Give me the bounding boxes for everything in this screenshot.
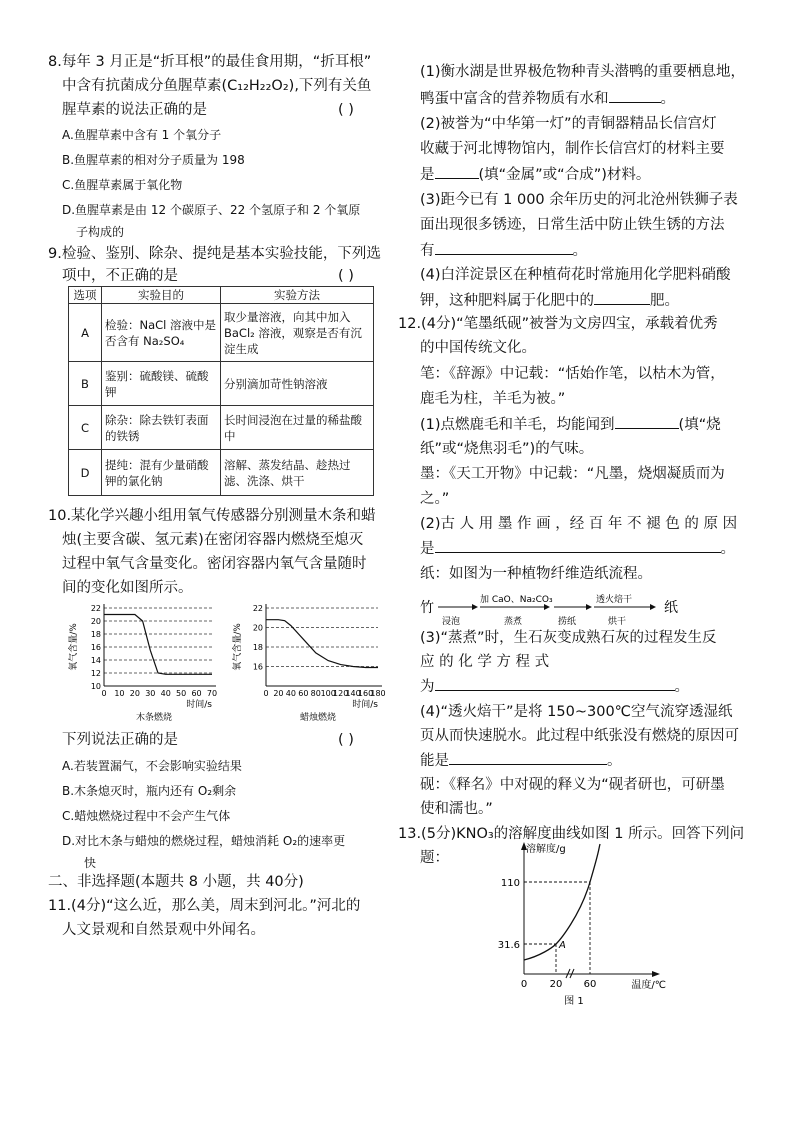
wood-burning-chart xyxy=(66,598,226,726)
y-tick-label: 14 xyxy=(90,656,101,665)
flow-step-scoop: 捞纸 xyxy=(558,617,577,627)
q13-line1: 13.(5分)KNO₃的溶解度曲线如图 1 所示。回答下列问 xyxy=(398,826,745,842)
y-tick-label: 16 xyxy=(90,643,101,652)
q8-option-d-line2: 子构成的 xyxy=(76,225,125,239)
data-line xyxy=(266,620,378,668)
y-tick-label: 10 xyxy=(90,682,101,691)
q12-part3-line3: 为 。 xyxy=(420,676,689,697)
q12-brush-line2: 鹿毛为柱，羊毛为被。” xyxy=(420,391,566,407)
section-2-heading: 二、非选择题(本题共 8 小题，共 40分) xyxy=(48,874,304,890)
table-header-row xyxy=(69,287,374,304)
table-cell: 鉴别：硫酸镁、硫酸钾 xyxy=(102,362,221,406)
flow-step-additive: 加 CaO、Na₂CO₃ xyxy=(480,595,553,605)
y-tick-label: 18 xyxy=(90,630,101,639)
x-axis-label: 时间/s xyxy=(352,700,378,710)
table-cell: 取少量溶液，向其中加入 BaCl₂ 溶液，观察是否有沉淀生成 xyxy=(221,304,374,362)
x-tick-label: 60 xyxy=(583,979,597,990)
q11-part2-line2: 收藏于河北博物馆内，制作长信宫灯的材料主要 xyxy=(420,141,725,157)
q11-part2-line3: 是 (填“金属”或“合成”)材料。 xyxy=(420,164,650,185)
chart-caption: 木条燃烧 xyxy=(135,713,173,723)
q11-part1-line1: (1)衡水湖是世界极危物种青头潜鸭的重要栖息地， xyxy=(420,64,746,80)
x-tick-label: 100 xyxy=(320,689,336,698)
y-tick-label: 20 xyxy=(90,617,101,626)
q12-line2: 的中国传统文化。 xyxy=(420,340,536,356)
chart-caption: 蜡烛燃烧 xyxy=(299,713,337,723)
x-tick-label: 160 xyxy=(357,689,374,698)
x-tick-label: 70 xyxy=(206,689,218,698)
x-tick-label: 20 xyxy=(129,689,140,698)
q12-brush-line1: 笔：《辞源》中记载：“恬始作笔，以枯木为管， xyxy=(420,366,725,382)
answer-blank[interactable] xyxy=(435,240,573,255)
arrow-head-icon xyxy=(586,604,592,610)
x-tick-label: 180 xyxy=(370,689,386,698)
table-cell: 溶解、蒸发结晶、趁热过滤、洗涤、烘干 xyxy=(221,450,374,496)
q11-part3-line3: 有 。 xyxy=(420,240,587,261)
table-cell: 检验：NaCl 溶液中是否含有 Na₂SO₄ xyxy=(102,304,221,362)
x-axis-label: 温度/℃ xyxy=(631,980,666,991)
flow-end: 纸 xyxy=(664,600,678,616)
q10-line1: 10.某化学兴趣小组用氧气传感器分别测量木条和蜡 xyxy=(48,508,376,524)
candle-burning-chart xyxy=(230,598,390,726)
arrow-head-icon xyxy=(472,604,478,610)
q12-part4-line3: 能是 。 xyxy=(420,750,622,771)
q9-line2: 项中，不正确的是 xyxy=(62,268,178,284)
flow-step-steam: 蒸煮 xyxy=(504,617,523,627)
y-tick-label: 18 xyxy=(252,643,263,652)
q12-part2-line2: 是 。 xyxy=(420,538,735,559)
table-row xyxy=(69,450,374,496)
q10-line4: 间的变化如图所示。 xyxy=(62,580,193,596)
x-axis-arrow-icon xyxy=(652,971,660,977)
q13-line2: 题： xyxy=(420,850,449,866)
q12-ink-line1: 墨：《天工开物》中记载：“凡墨，烧烟凝质而为 xyxy=(420,466,725,482)
table-cell: 长时间浸泡在过量的稀盐酸中 xyxy=(221,406,374,450)
flow-step-dry: 烘干 xyxy=(608,617,627,627)
table-cell: C xyxy=(69,406,102,450)
q10-option-d-line1: D.对比木条与蜡烛的燃烧过程，蜡烛消耗 O₂的速率更 xyxy=(62,834,346,848)
q8-line3: 腥草素的说法正确的是 xyxy=(62,102,207,118)
x-tick-label: 140 xyxy=(345,689,361,698)
q8-option-a: A.鱼腥草素中含有 1 个氧分子 xyxy=(62,128,222,142)
paper-making-flow-diagram xyxy=(418,588,688,628)
y-tick-label: 20 xyxy=(252,623,263,633)
answer-blank[interactable] xyxy=(594,290,650,305)
table-row xyxy=(69,362,374,406)
answer-blank[interactable] xyxy=(435,676,675,691)
x-tick-label: 80 xyxy=(310,689,321,698)
chart-caption: 图 1 xyxy=(564,996,584,1007)
table-header: 实验方法 xyxy=(221,287,374,304)
q12-part3-line1: (3)“蒸煮”时，生石灰变成熟石灰的过程发生反 xyxy=(420,630,717,646)
table-cell: B xyxy=(69,362,102,406)
q12-ink-line2: 之。” xyxy=(420,491,450,507)
y-tick-label: 22 xyxy=(90,604,101,613)
q10-answer-paren: ( ) xyxy=(338,732,354,748)
q8-option-d-line1: D.鱼腥草素是由 12 个碳原子、22 个氢原子和 2 个氧原 xyxy=(62,203,361,217)
q12-inkstone-line1: 砚：《释名》中对砚的释义为“砚者研也，可研墨 xyxy=(420,777,725,793)
answer-blank[interactable] xyxy=(615,414,679,429)
q12-part2-line1: (2)古 人 用 墨 作 画 ，经 百 年 不 褪 色 的 原 因 xyxy=(420,516,738,532)
y-axis-label: 溶解度/g xyxy=(526,844,566,855)
q11-part1-line2: 鸭蛋中富含的营养物质有水和 。 xyxy=(420,88,675,109)
q8-line1: 8.每年 3 月正是“折耳根”的最佳食用期，“折耳根” xyxy=(48,54,372,70)
x-tick-label: 20 xyxy=(273,689,284,698)
answer-blank[interactable] xyxy=(449,750,607,765)
y-tick-label: 16 xyxy=(252,662,263,672)
table-header: 实验目的 xyxy=(102,287,221,304)
x-tick-label: 50 xyxy=(176,689,187,698)
q8-option-b: B.鱼腥草素的相对分子质量为 198 xyxy=(62,153,245,167)
q10-option-b: B.木条熄灭时，瓶内还有 O₂剩余 xyxy=(62,784,237,798)
table-cell: 除杂：除去铁钉表面的铁锈 xyxy=(102,406,221,450)
solubility-curve-chart xyxy=(490,836,670,1011)
x-tick-label: 0 xyxy=(520,979,528,990)
q10-option-d-line2: 快 xyxy=(84,856,97,870)
q11-line2: 人文景观和自然景观中外闻名。 xyxy=(62,922,265,938)
q9-line1: 9.检验、鉴别、除杂、提纯是基本实验技能，下列选 xyxy=(48,246,381,262)
q11-part3-line1: (3)距今已有 1 000 余年历史的河北沧州铁狮子表 xyxy=(420,192,738,208)
x-tick-label: 10 xyxy=(114,689,125,698)
y-axis-label: 氧气含量/% xyxy=(233,623,243,671)
x-tick-label: 40 xyxy=(160,689,171,698)
q12-line1: 12.(4分)“笔墨纸砚”被誉为文房四宝，承载着优秀 xyxy=(398,316,718,332)
x-axis-label: 时间/s xyxy=(186,700,212,710)
answer-blank[interactable] xyxy=(435,538,721,553)
q11-part3-line2: 面出现很多锈迹，日常生活中防止铁生锈的方法 xyxy=(420,217,725,233)
table-row xyxy=(69,406,374,450)
q10-option-c: C.蜡烛燃烧过程中不会产生气体 xyxy=(62,809,231,823)
table-cell: 分别滴加苛性钠溶液 xyxy=(221,362,374,406)
q9-answer-paren: ( ) xyxy=(338,268,354,284)
q11-line1: 11.(4分)“这么近，那么美，周末到河北。”河北的 xyxy=(48,898,361,914)
flow-start: 竹 xyxy=(420,600,434,616)
q12-paper-intro: 纸：如图为一种植物纤维造纸流程。 xyxy=(420,566,652,582)
table-header: 选项 xyxy=(69,287,102,304)
x-tick-label: 60 xyxy=(298,689,309,698)
y-tick-label: 22 xyxy=(252,604,263,613)
table-cell: A xyxy=(69,304,102,362)
q10-line2: 烛(主要含碳、氢元素)在密闭容器内燃烧至熄灭 xyxy=(62,532,364,548)
x-tick-label: 0 xyxy=(263,689,269,698)
q8-line2: 中含有抗菌成分鱼腥草素(C₁₂H₂₂O₂),下列有关鱼 xyxy=(62,78,372,94)
data-line xyxy=(104,615,212,675)
table-row xyxy=(69,304,374,362)
q12-part4-line1: (4)“透火焙干”是将 150~300℃空气流穿透湿纸 xyxy=(420,704,733,720)
q12-part3-line2: 应 的 化 学 方 程 式 xyxy=(420,654,550,670)
x-tick-label: 0 xyxy=(101,689,107,698)
arrow-head-icon xyxy=(650,604,656,610)
q11-part4-line2: 钾，这种肥料属于化肥中的 肥。 xyxy=(420,290,679,311)
q9-table xyxy=(68,286,374,496)
flow-step-soak: 浸泡 xyxy=(442,617,461,627)
x-tick-label: 20 xyxy=(549,979,563,990)
answer-blank[interactable] xyxy=(609,88,661,103)
q8-option-c: C.鱼腥草素属于氧化物 xyxy=(62,178,183,192)
q12-part1-line2: 纸”或“烧焦羽毛”)的气味。 xyxy=(420,441,594,457)
q10-line3: 过程中氧气含量变化。密闭容器内氧气含量随时 xyxy=(62,556,367,572)
point-label-a: A xyxy=(559,940,566,951)
q11-part2-line1: (2)被誉为“中华第一灯”的青铜器精品长信宫灯 xyxy=(420,116,717,132)
q10-option-a: A.若装置漏气，不会影响实验结果 xyxy=(62,759,242,773)
y-tick-label: 31.6 xyxy=(497,940,520,951)
x-tick-label: 30 xyxy=(145,689,156,698)
q11-part4-line1: (4)白洋淀景区在种植荷花时常施用化学肥料硝酸 xyxy=(420,267,731,283)
y-axis-label: 氧气含量/% xyxy=(69,623,79,671)
x-tick-label: 120 xyxy=(333,689,349,698)
y-tick-label: 110 xyxy=(500,878,520,889)
q10-prompt: 下列说法正确的是 xyxy=(62,732,178,748)
answer-blank[interactable] xyxy=(435,164,479,179)
x-tick-label: 40 xyxy=(285,689,296,698)
x-tick-label: 60 xyxy=(191,689,202,698)
q12-part1-line1: (1)点燃鹿毛和羊毛，均能闻到 (填“烧 xyxy=(420,414,721,435)
y-tick-label: 12 xyxy=(90,669,101,678)
q12-part4-line2: 页从而快速脱水。此过程中纸张没有燃烧的原因可 xyxy=(420,728,739,744)
q12-inkstone-line2: 使和濡也。” xyxy=(420,801,493,817)
flow-step-fire-dry: 透火焙干 xyxy=(596,595,633,605)
q8-answer-paren: ( ) xyxy=(338,102,354,118)
table-cell: 提纯：混有少量硝酸钾的氯化钠 xyxy=(102,450,221,496)
table-cell: D xyxy=(69,450,102,496)
